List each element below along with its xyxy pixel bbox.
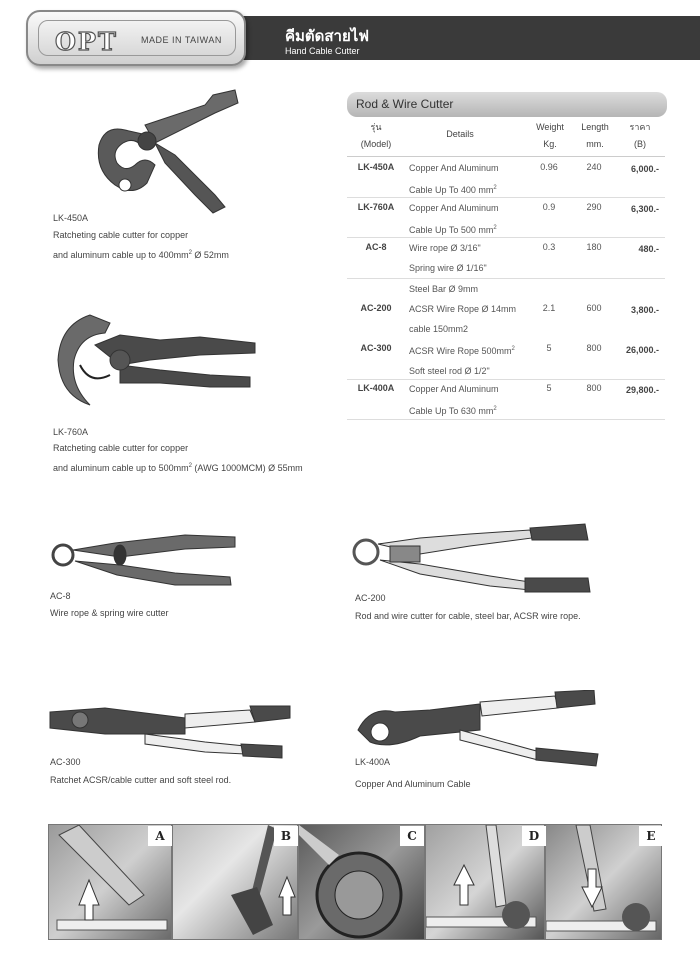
- table-row: AC-8 Wire rope Ø 3/16" Spring wire Ø 1/16" 0.3 180 480.-: [347, 238, 665, 279]
- table-title-bar: [347, 92, 667, 117]
- step-label-c: C: [400, 826, 424, 846]
- ac-200-image: [350, 520, 595, 595]
- ac-300-image: [45, 700, 295, 770]
- ac-300-code: AC-300: [50, 757, 81, 767]
- page-title-thai: คีมตัดสายไฟ: [285, 28, 369, 45]
- lk-450a-caption: Ratcheting cable cutter for copper and aluminum cable up to $400mm^2$ Ø 52mm: [53, 230, 229, 260]
- table-row: LK-400A Copper And Aluminum Cable Up To 630 $mm^2$ 5 800 29,800.-: [347, 379, 665, 420]
- step-label-e: E: [639, 826, 663, 846]
- ac-300-caption: Ratchet ACSR/cable cutter and soft steel rod.: [50, 775, 232, 785]
- column-price: ราคา (B): [629, 122, 651, 149]
- table-header-divider: [347, 156, 665, 157]
- lk-400a-code: LK-400A: [355, 757, 391, 767]
- lk-760a-caption: Ratcheting cable cutter for copper and aluminum cable up to $500mm^2$ (AWG 1000MCM) Ø 55mm: [53, 443, 303, 473]
- lk-760a-code: LK-760A: [53, 427, 89, 437]
- table-row: AC-300 ACSR Wire Rope $500mm^2$ Soft steel rod Ø 1/2" 5 800 26,000.-: [347, 339, 665, 380]
- page-title-english: Hand Cable Cutter: [285, 46, 360, 56]
- step-label-a: A: [148, 826, 172, 846]
- column-weight: Weight Kg.: [536, 122, 564, 149]
- ac-200-code: AC-200: [355, 593, 386, 603]
- table-row: LK-760A Copper And Aluminum Cable Up To 500 $mm^2$ 0.9 290 6,300.-: [347, 198, 665, 238]
- ac-200-caption: Rod and wire cutter for cable, steel bar, ACSR wire rope.: [355, 611, 581, 621]
- table-row: LK-450A Copper And Aluminum Cable Up To 400 $mm^2$ 0.96 240 6,000.-: [347, 158, 665, 198]
- ac-8-image: [45, 525, 240, 590]
- ac-8-caption: Wire rope & spring wire cutter: [50, 608, 169, 618]
- brand-name: OPT: [55, 27, 118, 56]
- table-title: Rod & Wire Cutter: [356, 97, 454, 111]
- column-length: Length mm.: [581, 122, 609, 149]
- lk-450a-image: [85, 85, 245, 215]
- lk-450a-code: LK-450A: [53, 213, 89, 223]
- lk-400a-caption: Copper And Aluminum Cable: [355, 779, 471, 789]
- table-row: AC-200 Steel Bar Ø 9mm ACSR Wire Rope Ø 14mm cable 150mm2 2.1 600 3,800.-: [360, 284, 659, 334]
- column-details: Details: [446, 129, 474, 139]
- brand-logo: [26, 10, 246, 66]
- column-model: รุ่น (Model): [360, 122, 392, 149]
- step-label-d: D: [522, 826, 546, 846]
- ac-8-code: AC-8: [50, 591, 71, 601]
- step-label-b: B: [274, 826, 298, 846]
- lk-760a-image: [50, 305, 260, 415]
- made-in-label: MADE IN TAIWAN: [141, 35, 222, 45]
